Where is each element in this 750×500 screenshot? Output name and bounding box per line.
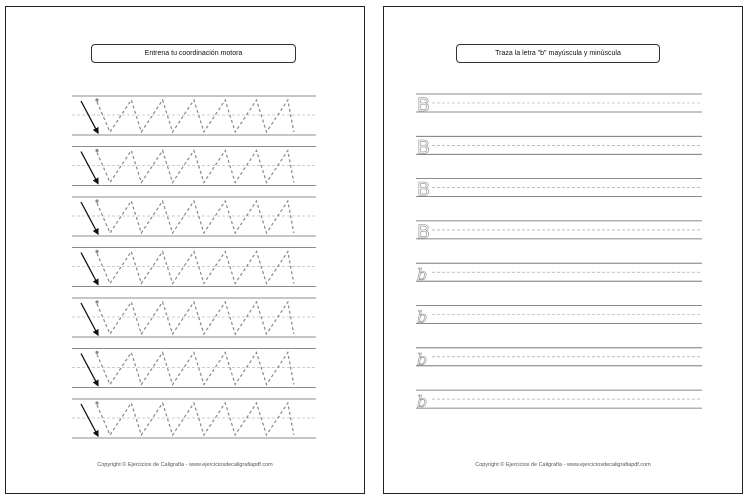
zigzag-trace (97, 100, 294, 132)
zigzag-row (72, 349, 316, 388)
direction-arrow-icon (81, 404, 98, 436)
zigzag-row (72, 298, 316, 337)
letter-row (416, 390, 702, 411)
letter-model: B (417, 178, 431, 201)
letter-model: b (417, 349, 428, 369)
zigzag-trace (97, 302, 294, 334)
start-dot-icon (95, 351, 98, 354)
direction-arrow-icon (81, 101, 98, 133)
zigzag-row (72, 147, 316, 186)
letter-model: b (417, 392, 428, 412)
copyright-footer: Copyright © Ejercicios de Caligrafía - www.ejerciciosdecaligrafiapdf.com (97, 462, 273, 468)
zigzag-trace (97, 151, 294, 183)
start-dot-icon (95, 300, 98, 303)
worksheet-coordination (5, 6, 365, 494)
letter-row (416, 94, 702, 116)
letter-tracing-area (384, 7, 744, 495)
copyright-footer: Copyright © Ejercicios de Caligrafía - www.ejerciciosdecaligrafiapdf.com (475, 462, 651, 468)
start-dot-icon (95, 199, 98, 202)
zigzag-row (72, 197, 316, 236)
zigzag-row (72, 399, 316, 438)
worksheet-title: Traza la letra "b" mayúscula y minúscula (456, 44, 660, 63)
zigzag-trace (97, 252, 294, 284)
worksheet-letter-b (383, 6, 743, 494)
letter-row (416, 179, 702, 201)
letter-row (416, 306, 702, 327)
letter-row (416, 136, 702, 158)
start-dot-icon (95, 98, 98, 101)
zigzag-tracing-area (6, 7, 366, 495)
start-dot-icon (95, 250, 98, 253)
direction-arrow-icon (81, 253, 98, 285)
letter-model: B (417, 94, 431, 116)
letter-model: b (417, 265, 428, 285)
letter-row (416, 348, 702, 369)
letter-model: B (417, 220, 431, 243)
zigzag-row (72, 96, 316, 135)
letter-row (416, 221, 702, 243)
worksheet-title: Entrena tu coordinación motora (91, 44, 296, 63)
direction-arrow-icon (81, 152, 98, 184)
zigzag-trace (97, 201, 294, 233)
zigzag-row (72, 248, 316, 287)
letter-model: B (417, 136, 431, 159)
zigzag-trace (97, 353, 294, 385)
zigzag-trace (97, 403, 294, 435)
letter-row (416, 263, 702, 284)
direction-arrow-icon (81, 354, 98, 386)
letter-model: b (417, 307, 428, 327)
direction-arrow-icon (81, 202, 98, 234)
start-dot-icon (95, 401, 98, 404)
start-dot-icon (95, 149, 98, 152)
direction-arrow-icon (81, 303, 98, 335)
